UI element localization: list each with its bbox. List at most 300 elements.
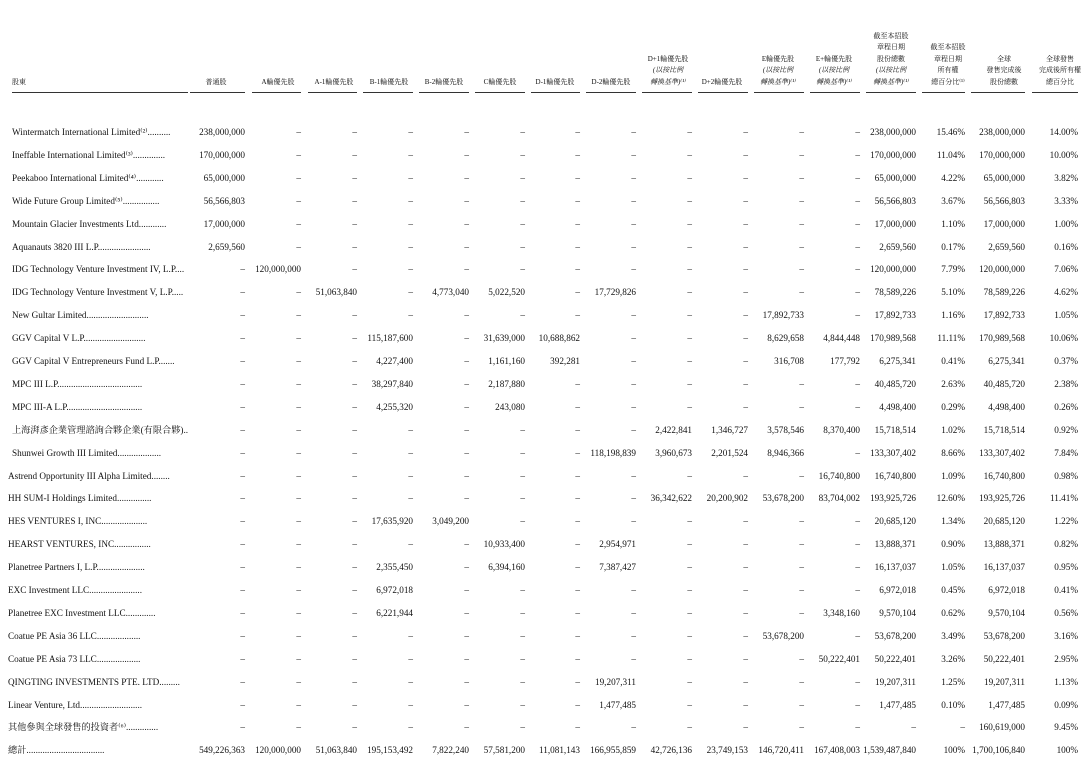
table-cell: – xyxy=(240,699,245,710)
column-header-line: 發售完成後 xyxy=(986,66,1022,74)
shareholder-name xyxy=(8,625,184,647)
table-cell: – xyxy=(520,722,525,733)
table-cell: 0.29% xyxy=(941,401,965,412)
table-cell: 83,704,002 xyxy=(818,493,860,504)
column-header-13 xyxy=(863,31,919,89)
table-cell: 50,222,401 xyxy=(818,653,860,664)
table-cell: – xyxy=(687,287,692,298)
table-cell: 0.98% xyxy=(1054,470,1078,481)
table-cell: 160,619,000 xyxy=(979,722,1025,733)
table-cell: – xyxy=(296,585,301,595)
shareholder-name xyxy=(8,579,184,601)
shareholder-name-text: HH SUM-I Holdings Limited xyxy=(8,493,117,504)
table-cell: – xyxy=(352,447,357,458)
table-row xyxy=(0,190,1080,212)
table-cell: – xyxy=(464,607,469,618)
table-cell: – xyxy=(687,699,692,710)
table-cell: – xyxy=(575,585,580,595)
shareholder-name-text: HEARST VENTURES, INC. xyxy=(8,539,117,550)
table-cell: 17,892,733 xyxy=(762,310,804,321)
leader-dots: ................... xyxy=(96,653,141,664)
table-cell: – xyxy=(296,333,301,344)
table-cell: – xyxy=(296,699,301,710)
table-cell: 5.10% xyxy=(941,287,965,298)
table-cell: 238,000,000 xyxy=(870,127,916,137)
table-cell: – xyxy=(352,516,357,527)
table-cell: – xyxy=(799,562,804,573)
table-cell: – xyxy=(631,378,636,389)
table-cell: 238,000,000 xyxy=(199,127,245,137)
table-cell: – xyxy=(799,195,804,206)
shareholder-name xyxy=(12,373,186,395)
table-cell: 1.02% xyxy=(941,424,965,435)
table-cell: – xyxy=(408,264,413,275)
table-cell: – xyxy=(631,470,636,481)
table-cell: – xyxy=(631,195,636,206)
table-cell: 8,370,400 xyxy=(823,424,860,435)
table-cell: 17,000,000 xyxy=(983,218,1025,229)
leader-dots: ............. xyxy=(125,607,156,618)
column-header-10 xyxy=(694,77,750,89)
column-header-4 xyxy=(361,77,417,89)
table-cell: – xyxy=(743,310,748,321)
table-cell: – xyxy=(743,653,748,664)
column-header-line: 截至本招股 xyxy=(873,31,909,40)
table-cell: 17,635,920 xyxy=(371,516,413,527)
table-cell: – xyxy=(799,149,804,160)
table-cell: – xyxy=(352,585,357,595)
table-cell: 6,221,944 xyxy=(376,607,413,618)
table-row xyxy=(0,465,1080,487)
table-cell: 11.04% xyxy=(937,149,965,160)
header-underline xyxy=(363,92,413,93)
leader-dots: ................ xyxy=(122,195,160,206)
table-cell: 6,275,341 xyxy=(879,356,916,366)
table-cell: – xyxy=(687,264,692,275)
table-cell: 1.34% xyxy=(941,516,965,527)
table-cell: 17,000,000 xyxy=(874,218,916,229)
table-cell: – xyxy=(743,401,748,412)
table-cell: 1,539,487,840 xyxy=(863,745,916,756)
table-cell: 1,477,485 xyxy=(988,699,1025,710)
leader-dots: ............ xyxy=(136,172,164,183)
table-cell: 7.79% xyxy=(941,264,965,275)
table-cell: – xyxy=(408,539,413,550)
table-cell: – xyxy=(575,424,580,435)
table-cell: – xyxy=(408,676,413,687)
table-cell: – xyxy=(575,149,580,160)
table-cell: – xyxy=(352,378,357,389)
table-row xyxy=(0,487,1080,509)
table-cell: – xyxy=(296,516,301,527)
table-cell: 3,049,200 xyxy=(432,516,469,527)
table-cell: – xyxy=(743,378,748,389)
column-header-5 xyxy=(416,77,472,89)
table-cell: – xyxy=(855,127,860,137)
table-cell: 8,946,366 xyxy=(767,447,804,458)
table-cell: 2.63% xyxy=(941,378,965,389)
table-cell: 31,639,000 xyxy=(483,333,525,344)
table-cell: 17,729,826 xyxy=(594,287,636,298)
leader-dots: ........ xyxy=(151,470,170,481)
table-cell: – xyxy=(687,172,692,183)
table-cell: 5,022,520 xyxy=(488,287,525,298)
table-cell: 51,063,840 xyxy=(315,287,357,298)
table-cell: 392,281 xyxy=(550,356,580,366)
column-header-line: (以按比例 xyxy=(875,66,907,74)
table-cell: – xyxy=(799,401,804,412)
table-cell: – xyxy=(464,470,469,481)
shareholder-name xyxy=(12,190,186,212)
table-cell: – xyxy=(464,310,469,321)
table-cell: – xyxy=(575,516,580,527)
shareholder-name-text: Wide Future Group Limited⁽⁵⁾ xyxy=(12,195,123,206)
table-row xyxy=(0,350,1080,372)
table-cell: – xyxy=(240,470,245,481)
header-underline xyxy=(252,92,301,93)
table-cell: – xyxy=(575,447,580,458)
header-underline xyxy=(1032,92,1078,93)
table-cell: 65,000,000 xyxy=(874,172,916,183)
table-cell: – xyxy=(408,218,413,229)
table-cell: – xyxy=(687,310,692,321)
table-cell: – xyxy=(799,516,804,527)
table-cell: – xyxy=(240,539,245,550)
table-cell: – xyxy=(352,172,357,183)
shareholder-name-text: HES VENTURES I, INC. xyxy=(8,516,104,527)
table-cell: – xyxy=(631,607,636,618)
header-underline xyxy=(419,92,469,93)
table-cell: – xyxy=(464,653,469,664)
table-cell: 53,678,200 xyxy=(762,493,804,504)
table-cell: 0.41% xyxy=(941,356,965,366)
table-cell: – xyxy=(352,424,357,435)
table-cell: – xyxy=(352,607,357,618)
table-cell: 16,740,800 xyxy=(818,470,860,481)
shareholder-name-text: Planetree Partners I, L.P. xyxy=(8,562,99,573)
table-cell: 316,708 xyxy=(774,356,804,366)
table-cell: – xyxy=(687,516,692,527)
table-cell: – xyxy=(520,653,525,664)
table-cell: – xyxy=(687,378,692,389)
table-cell: – xyxy=(855,401,860,412)
table-cell: – xyxy=(408,722,413,733)
table-cell: 53,678,200 xyxy=(762,630,804,641)
table-cell: 56,566,803 xyxy=(983,195,1025,206)
table-cell: – xyxy=(855,172,860,183)
table-cell: 1,477,485 xyxy=(599,699,636,710)
table-cell: – xyxy=(240,310,245,321)
table-cell: – xyxy=(352,310,357,321)
table-cell: – xyxy=(352,401,357,412)
table-cell: – xyxy=(240,424,245,435)
shareholder-name-text: Planetree EXC Investment LLC xyxy=(8,607,126,618)
column-header-line: 轉換基準)⁽¹⁾ xyxy=(760,77,796,86)
table-cell: 3.67% xyxy=(941,195,965,206)
table-cell: 16,137,037 xyxy=(874,562,916,573)
table-cell: 9,570,104 xyxy=(988,607,1025,618)
table-cell: – xyxy=(855,218,860,229)
table-cell: – xyxy=(296,447,301,458)
table-cell: – xyxy=(464,241,469,252)
table-cell: 2.38% xyxy=(1054,378,1078,389)
column-header-line: D+1輪優先股 xyxy=(647,54,689,63)
table-cell: – xyxy=(352,630,357,641)
column-header-line: 所有權 xyxy=(937,66,959,74)
table-cell: 0.92% xyxy=(1054,424,1078,435)
table-cell: – xyxy=(743,241,748,252)
table-cell: 78,589,226 xyxy=(983,287,1025,298)
table-cell: 1.13% xyxy=(1054,676,1078,687)
table-row xyxy=(0,281,1080,303)
leader-dots: .............. xyxy=(132,149,166,160)
table-cell: 3.82% xyxy=(1054,172,1078,183)
table-cell: 15,718,514 xyxy=(874,424,916,435)
table-cell: 120,000,000 xyxy=(979,264,1025,275)
table-cell: 14.00% xyxy=(1049,127,1078,137)
table-cell: – xyxy=(687,676,692,687)
table-cell: 57,581,200 xyxy=(483,745,525,756)
shareholder-name-text: 上海湃彥企業管理諮詢合夥企業(有限合夥) xyxy=(12,424,184,435)
table-cell: – xyxy=(743,470,748,481)
table-cell: 170,989,568 xyxy=(979,333,1025,344)
leader-dots: .............. xyxy=(125,722,159,733)
table-cell: – xyxy=(799,653,804,664)
table-cell: – xyxy=(520,424,525,435)
shareholder-name-text: Linear Venture, Ltd. xyxy=(8,699,83,710)
table-cell: – xyxy=(575,310,580,321)
table-cell: – xyxy=(464,630,469,641)
table-cell: – xyxy=(631,264,636,275)
table-cell: 238,000,000 xyxy=(979,127,1025,137)
table-cell: 100% xyxy=(943,745,965,756)
table-cell: 16,137,037 xyxy=(983,562,1025,573)
table-cell: – xyxy=(240,333,245,344)
table-row xyxy=(0,304,1080,326)
table-cell: 0.45% xyxy=(941,585,965,595)
table-cell: 1.25% xyxy=(941,676,965,687)
table-cell: – xyxy=(352,470,357,481)
table-cell: 100% xyxy=(1056,745,1078,756)
column-header-line: C輪優先股 xyxy=(483,77,517,86)
table-cell: 3,348,160 xyxy=(823,607,860,618)
table-cell: – xyxy=(520,585,525,595)
table-cell: 3.33% xyxy=(1054,195,1078,206)
table-cell: – xyxy=(296,218,301,229)
table-cell: – xyxy=(464,149,469,160)
table-cell: 0.09% xyxy=(1054,699,1078,710)
table-row xyxy=(0,510,1080,532)
table-cell: – xyxy=(408,653,413,664)
table-cell: 6,972,018 xyxy=(376,585,413,595)
table-cell: – xyxy=(352,699,357,710)
shareholder-name xyxy=(8,716,184,738)
table-cell: – xyxy=(408,287,413,298)
column-header-12 xyxy=(806,54,862,89)
table-cell: 1,161,160 xyxy=(488,356,525,366)
table-cell: – xyxy=(575,653,580,664)
table-cell: 2,954,971 xyxy=(599,539,636,550)
shareholder-name-text: Ineffable International Limited⁽³⁾ xyxy=(12,149,133,160)
table-cell: – xyxy=(631,516,636,527)
leader-dots: ............... xyxy=(116,493,152,504)
table-cell: 195,153,492 xyxy=(367,745,413,756)
column-header-3 xyxy=(306,77,362,89)
table-cell: 7,387,427 xyxy=(599,562,636,573)
shareholder-name xyxy=(12,419,189,441)
table-cell: – xyxy=(464,539,469,550)
table-cell: – xyxy=(743,195,748,206)
table-cell: 6,275,341 xyxy=(988,356,1025,366)
table-cell: – xyxy=(240,562,245,573)
shareholder-name-text: 總計 xyxy=(8,745,27,756)
column-header-11 xyxy=(750,54,806,89)
leader-dots: .... xyxy=(174,287,184,298)
table-cell: 3.49% xyxy=(941,630,965,641)
leader-dots: .................... xyxy=(98,562,145,573)
table-cell: 1.00% xyxy=(1054,218,1078,229)
table-cell: – xyxy=(296,127,301,137)
table-cell: 193,925,726 xyxy=(979,493,1025,504)
column-header-1 xyxy=(188,77,244,89)
table-cell: – xyxy=(464,218,469,229)
table-cell: 2,422,841 xyxy=(655,424,692,435)
table-row xyxy=(0,419,1080,441)
table-cell: – xyxy=(408,195,413,206)
table-cell: – xyxy=(464,699,469,710)
header-underline xyxy=(810,92,860,93)
table-cell: – xyxy=(799,699,804,710)
table-cell: 20,685,120 xyxy=(874,516,916,527)
table-cell: – xyxy=(743,516,748,527)
table-cell: – xyxy=(855,630,860,641)
table-cell: 53,678,200 xyxy=(874,630,916,641)
table-cell: – xyxy=(240,676,245,687)
table-cell: 3,578,546 xyxy=(767,424,804,435)
table-cell: 19,207,311 xyxy=(594,676,636,687)
header-underline xyxy=(190,92,245,93)
table-cell: – xyxy=(296,630,301,641)
table-cell: – xyxy=(575,218,580,229)
column-header-8 xyxy=(583,77,639,89)
table-cell: – xyxy=(575,401,580,412)
table-cell: 10,688,862 xyxy=(538,333,580,344)
table-cell: – xyxy=(575,676,580,687)
table-cell: 0.56% xyxy=(1054,607,1078,618)
table-cell: 36,342,622 xyxy=(650,493,692,504)
leader-dots: .................................. xyxy=(26,745,105,756)
table-cell: 15.46% xyxy=(936,127,965,137)
table-cell: 20,200,902 xyxy=(706,493,748,504)
shareholder-name xyxy=(8,533,184,555)
table-cell: 7,822,240 xyxy=(432,745,469,756)
table-row xyxy=(0,602,1080,624)
table-cell: – xyxy=(575,493,580,504)
table-cell: 53,678,200 xyxy=(983,630,1025,641)
table-cell: 17,000,000 xyxy=(203,218,245,229)
table-cell: – xyxy=(575,699,580,710)
table-row xyxy=(0,373,1080,395)
table-cell: – xyxy=(240,516,245,527)
leader-dots: ........ xyxy=(161,676,180,687)
shareholder-name-text: Wintermatch International Limited⁽²⁾ xyxy=(12,127,148,137)
table-cell: – xyxy=(631,401,636,412)
table-cell: 4,255,320 xyxy=(376,401,413,412)
table-cell: 133,307,402 xyxy=(979,447,1025,458)
table-cell: – xyxy=(352,653,357,664)
table-cell: 2,355,450 xyxy=(376,562,413,573)
table-cell: 120,000,000 xyxy=(870,264,916,275)
table-cell: – xyxy=(352,195,357,206)
shareholder-name xyxy=(8,556,184,578)
table-cell: – xyxy=(687,585,692,595)
table-cell: 9.45% xyxy=(1054,722,1078,733)
table-cell: – xyxy=(799,378,804,389)
shareholder-name xyxy=(8,510,184,532)
table-cell: 0.10% xyxy=(941,699,965,710)
table-cell: 6,394,160 xyxy=(488,562,525,573)
header-underline xyxy=(642,92,692,93)
table-cell: – xyxy=(464,172,469,183)
table-cell: – xyxy=(799,218,804,229)
table-cell: – xyxy=(687,722,692,733)
table-cell: – xyxy=(352,493,357,504)
shareholder-name xyxy=(12,258,186,280)
shareholder-name-text: New Gultar Limited xyxy=(12,310,87,321)
table-cell: – xyxy=(575,172,580,183)
table-cell: – xyxy=(240,653,245,664)
table-row xyxy=(0,327,1080,349)
table-cell: 3.26% xyxy=(941,653,965,664)
table-cell: – xyxy=(296,424,301,435)
table-cell: 120,000,000 xyxy=(255,264,301,275)
table-cell: 56,566,803 xyxy=(203,195,245,206)
table-row xyxy=(0,739,1080,761)
leader-dots: .................................... xyxy=(59,378,143,389)
column-header-line: A輪優先股 xyxy=(261,77,295,86)
table-cell: – xyxy=(575,630,580,641)
table-cell: 10.06% xyxy=(1049,333,1078,344)
table-cell: – xyxy=(520,447,525,458)
table-cell: 1.22% xyxy=(1054,516,1078,527)
table-cell: – xyxy=(743,699,748,710)
table-cell: 65,000,000 xyxy=(203,172,245,183)
table-cell: 11.11% xyxy=(937,333,965,344)
shareholder-name-text: IDG Technology Venture Investment V, L.P. xyxy=(12,287,174,298)
leader-dots: ... xyxy=(177,264,185,275)
table-cell: – xyxy=(464,447,469,458)
column-header-7 xyxy=(527,77,583,89)
table-cell: 0.41% xyxy=(1054,585,1078,595)
leader-dots: ................... xyxy=(96,630,141,641)
table-cell: – xyxy=(352,264,357,275)
table-cell: 51,063,840 xyxy=(315,745,357,756)
shareholder-name xyxy=(8,671,184,693)
table-cell: – xyxy=(855,378,860,389)
table-row xyxy=(0,121,1080,143)
table-cell: 1,346,727 xyxy=(711,424,748,435)
table-cell: – xyxy=(799,264,804,275)
table-cell: 19,207,311 xyxy=(983,676,1025,687)
table-cell: – xyxy=(464,378,469,389)
table-cell: – xyxy=(352,676,357,687)
table-cell: – xyxy=(464,127,469,137)
table-cell: 8,629,658 xyxy=(767,333,804,344)
table-cell: – xyxy=(743,607,748,618)
table-cell: 13,888,371 xyxy=(874,539,916,550)
table-cell: 120,000,000 xyxy=(255,745,301,756)
table-row xyxy=(0,648,1080,670)
